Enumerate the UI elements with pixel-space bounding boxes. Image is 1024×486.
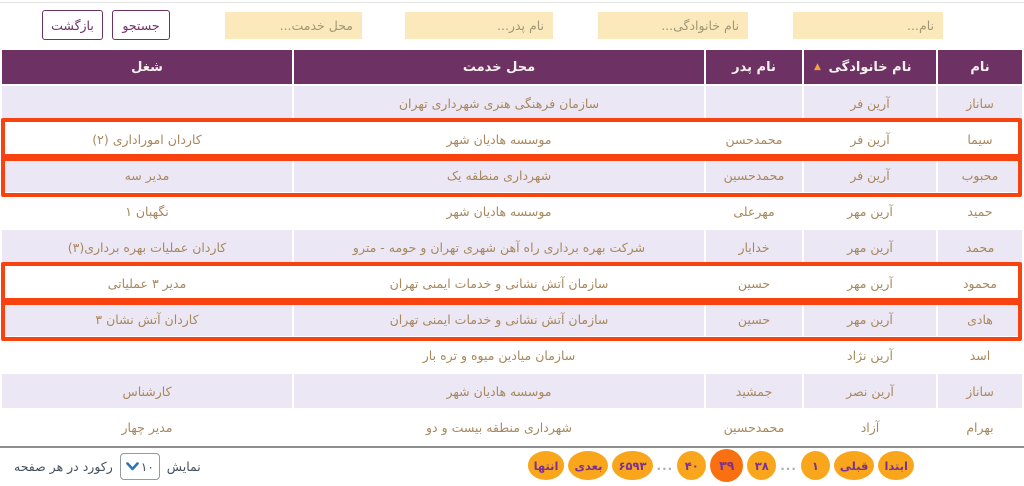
table-row[interactable] — [2, 86, 1022, 120]
cell-name: محمد — [938, 230, 1022, 264]
cell-workplace: شهرداری منطقه یک — [294, 158, 704, 192]
page-button[interactable]: ۱ — [801, 451, 830, 480]
cell-family: آرین فر — [804, 122, 936, 156]
pagination-nav-button[interactable]: بعدی — [568, 451, 608, 480]
cell-job: مدیر سه — [2, 158, 292, 192]
chevron-down-icon — [126, 462, 139, 471]
table-row[interactable] — [2, 410, 1022, 444]
cell-father: حسین — [706, 302, 802, 336]
table-row[interactable] — [2, 122, 1022, 156]
table-row[interactable] — [2, 194, 1022, 228]
cell-father — [706, 86, 802, 120]
column-header-family[interactable] — [804, 50, 936, 84]
cell-job: نگهبان ۱ — [2, 194, 292, 228]
workplace-search-input[interactable] — [225, 12, 362, 39]
table-row[interactable] — [2, 266, 1022, 300]
search-button[interactable]: جستجو — [112, 10, 170, 40]
pagination-nav-button[interactable]: قبلی — [834, 451, 875, 480]
page-size-suffix-label: رکورد در هر صفحه — [14, 459, 113, 474]
cell-job: مدیر ۳ عملیاتی — [2, 266, 292, 300]
cell-family: آرین فر — [804, 158, 936, 192]
table-container — [0, 48, 1024, 448]
pagination — [528, 449, 914, 482]
table-row[interactable] — [2, 302, 1022, 336]
cell-father: خدایار — [706, 230, 802, 264]
name-search-input[interactable] — [793, 12, 943, 39]
cell-workplace: سازمان آتش نشانی و خدمات ایمنی تهران — [294, 266, 704, 300]
cell-father: مهرعلی — [706, 194, 802, 228]
table-header-row — [2, 50, 1022, 84]
pagination-nav-button[interactable]: انتها — [528, 451, 565, 480]
cell-family: آرین مهر — [804, 194, 936, 228]
cell-father: حسین — [706, 266, 802, 300]
column-header-father[interactable]: نام پدر — [706, 50, 802, 84]
father-name-search-input[interactable] — [405, 12, 553, 39]
cell-family: آرین مهر — [804, 230, 936, 264]
cell-job: مدیر چهار — [2, 410, 292, 444]
column-header-name[interactable]: نام — [938, 50, 1022, 84]
column-header-workplace[interactable]: محل خدمت — [294, 50, 704, 84]
pagination-ellipsis: ... — [657, 451, 674, 480]
back-button[interactable]: بازگشت — [42, 10, 103, 40]
cell-job: کارشناس — [2, 374, 292, 408]
cell-father: جمشید — [706, 374, 802, 408]
cell-father — [706, 338, 802, 372]
page-size-control — [14, 453, 201, 480]
table-row[interactable] — [2, 374, 1022, 408]
table-row[interactable] — [2, 338, 1022, 372]
cell-job — [2, 86, 292, 120]
cell-name: اسد — [938, 338, 1022, 372]
current-page-button[interactable]: ۳۹ — [710, 449, 743, 482]
cell-name: محبوب — [938, 158, 1022, 192]
results-table — [0, 48, 1024, 446]
table-row[interactable] — [2, 230, 1022, 264]
column-header-family-label: نام خانوادگی — [828, 59, 912, 75]
cell-workplace: شهرداری منطقه بیست و دو — [294, 410, 704, 444]
page-size-select[interactable] — [120, 453, 160, 480]
page-size-show-label: نمایش — [166, 459, 201, 474]
cell-workplace: موسسه هادیان شهر — [294, 122, 704, 156]
cell-name: بهرام — [938, 410, 1022, 444]
cell-workplace: سازمان میادین میوه و تره بار — [294, 338, 704, 372]
cell-workplace: شرکت بهره برداری راه آهن شهری تهران و حومه - مترو — [294, 230, 704, 264]
cell-father: محمدحسین — [706, 410, 802, 444]
cell-workplace: سازمان فرهنگی هنری شهرداری تهران — [294, 86, 704, 120]
page-button[interactable]: ۴۰ — [677, 451, 706, 480]
cell-job: کاردان آتش نشان ۳ — [2, 302, 292, 336]
cell-name: ساناز — [938, 86, 1022, 120]
cell-name: سیما — [938, 122, 1022, 156]
cell-workplace: سازمان آتش نشانی و خدمات ایمنی تهران — [294, 302, 704, 336]
cell-job: کاردان اموراداری (۲) — [2, 122, 292, 156]
cell-father: محمدحسین — [706, 158, 802, 192]
column-header-job[interactable]: شغل — [2, 50, 292, 84]
cell-family: آرین مهر — [804, 302, 936, 336]
cell-job: کاردان عملیات بهره برداری(۳) — [2, 230, 292, 264]
page-size-value: ۱۰ — [140, 459, 154, 474]
footer — [0, 444, 1024, 486]
search-bar — [0, 0, 1024, 48]
cell-family: آرین نژاد — [804, 338, 936, 372]
pagination-nav-button[interactable]: ابتدا — [878, 451, 914, 480]
cell-family: آرین مهر — [804, 266, 936, 300]
sort-ascending-icon: ▲ — [814, 62, 821, 72]
cell-family: آرین فر — [804, 86, 936, 120]
page-button[interactable]: ۳۸ — [747, 451, 776, 480]
pagination-ellipsis: ... — [780, 451, 797, 480]
page-button[interactable]: ۶۵۹۳ — [612, 451, 652, 480]
cell-workplace: موسسه هادیان شهر — [294, 374, 704, 408]
cell-family: آرین نصر — [804, 374, 936, 408]
cell-name: حمید — [938, 194, 1022, 228]
table-body — [2, 86, 1022, 444]
table-row[interactable] — [2, 158, 1022, 192]
cell-family: آزاد — [804, 410, 936, 444]
cell-father: محمدحسن — [706, 122, 802, 156]
cell-name: محمود — [938, 266, 1022, 300]
cell-name: هادی — [938, 302, 1022, 336]
cell-workplace: موسسه هادیان شهر — [294, 194, 704, 228]
cell-name: ساناز — [938, 374, 1022, 408]
cell-job — [2, 338, 292, 372]
family-name-search-input[interactable] — [598, 12, 748, 39]
